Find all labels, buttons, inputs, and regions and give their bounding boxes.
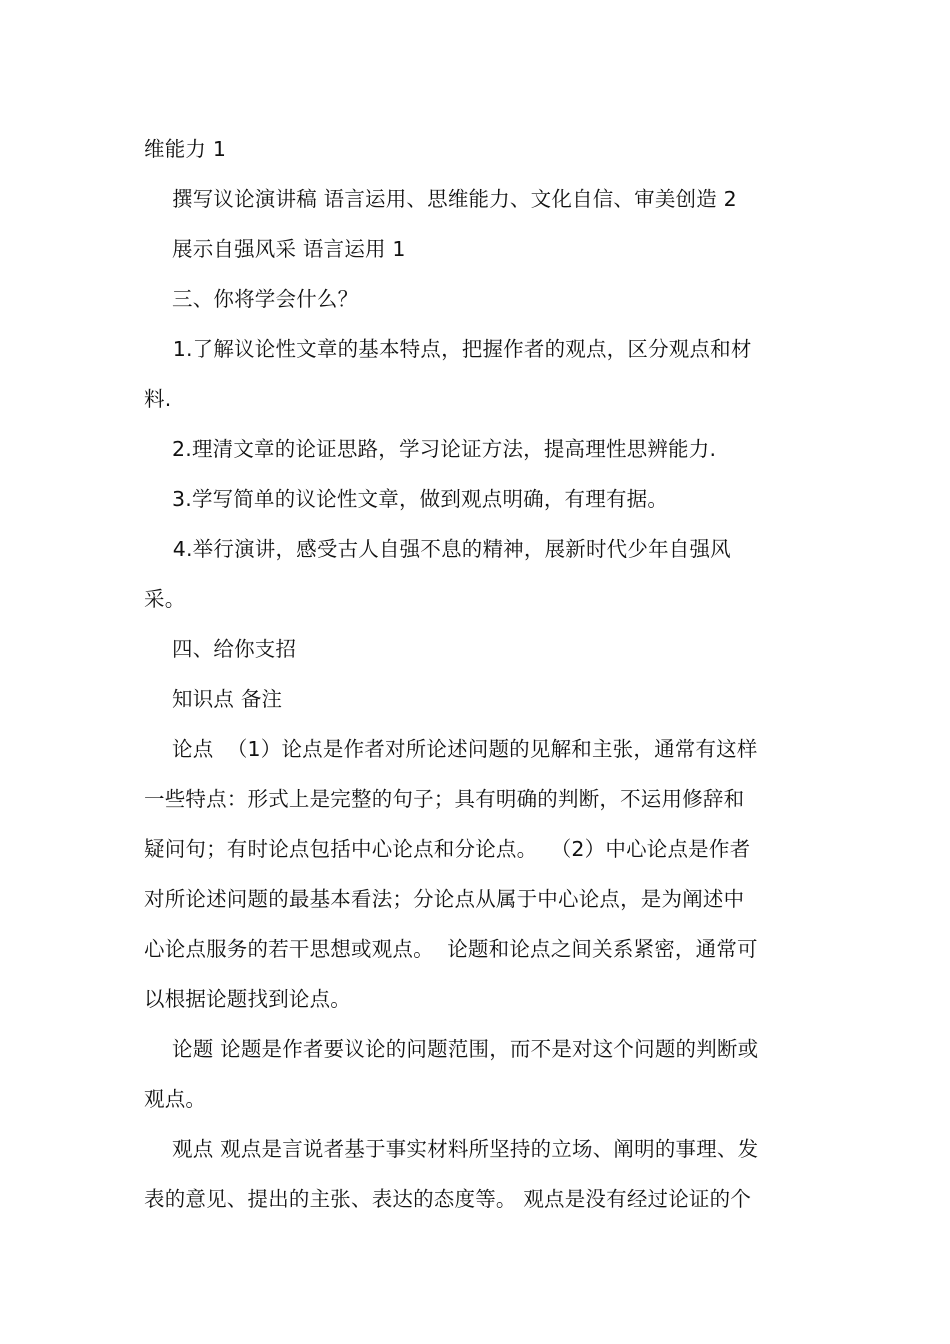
text-line-7: 2.理清文章的论证思路，学习论证方法，提高理性思辨能力.	[172, 437, 717, 461]
text-line-18: 以根据论题找到论点。	[144, 987, 351, 1011]
text-line-17: 心论点服务的若干思想或观点。 论题和论点之间关系紧密，通常可	[144, 937, 758, 961]
text-line-16: 对所论述问题的最基本看法；分论点从属于中心论点，是为阐述中	[144, 887, 745, 911]
text-line-22: 表的意见、提出的主张、表达的态度等。 观点是没有经过论证的个	[144, 1187, 752, 1211]
text-line-8: 3.学写简单的议论性文章，做到观点明确，有理有据。	[172, 487, 669, 511]
text-line-20: 观点。	[144, 1087, 207, 1111]
text-line-6: 料.	[144, 387, 172, 411]
text-line-10: 采。	[144, 587, 186, 611]
text-line-5: 1.了解议论性文章的基本特点，把握作者的观点，区分观点和材	[166, 337, 752, 361]
text-line-21: 观点 观点是言说者基于事实材料所坚持的立场、阐明的事理、发	[172, 1137, 759, 1161]
text-line-13: 论点 （1）论点是作者对所论述问题的见解和主张，通常有这样	[172, 737, 758, 761]
text-line-1: 维能力 1	[144, 137, 227, 161]
text-line-15: 疑问句；有时论点包括中心论点和分论点。 （2）中心论点是作者	[144, 837, 751, 861]
text-line-9: 4.举行演讲，感受古人自强不息的精神，展新时代少年自强风	[166, 537, 731, 561]
section-heading-4: 四、给你支招	[172, 637, 297, 661]
table-header: 知识点 备注	[172, 687, 283, 711]
text-line-2: 撰写议论演讲稿 语言运用、思维能力、文化自信、审美创造 2	[172, 187, 737, 211]
text-line-3: 展示自强风采 语言运用 1	[172, 237, 406, 261]
section-heading-3: 三、你将学会什么？	[172, 287, 359, 311]
text-line-14: 一些特点：形式上是完整的句子；具有明确的判断，不运用修辞和	[144, 787, 745, 811]
text-line-19: 论题 论题是作者要议论的问题范围，而不是对这个问题的判断或	[172, 1037, 759, 1061]
